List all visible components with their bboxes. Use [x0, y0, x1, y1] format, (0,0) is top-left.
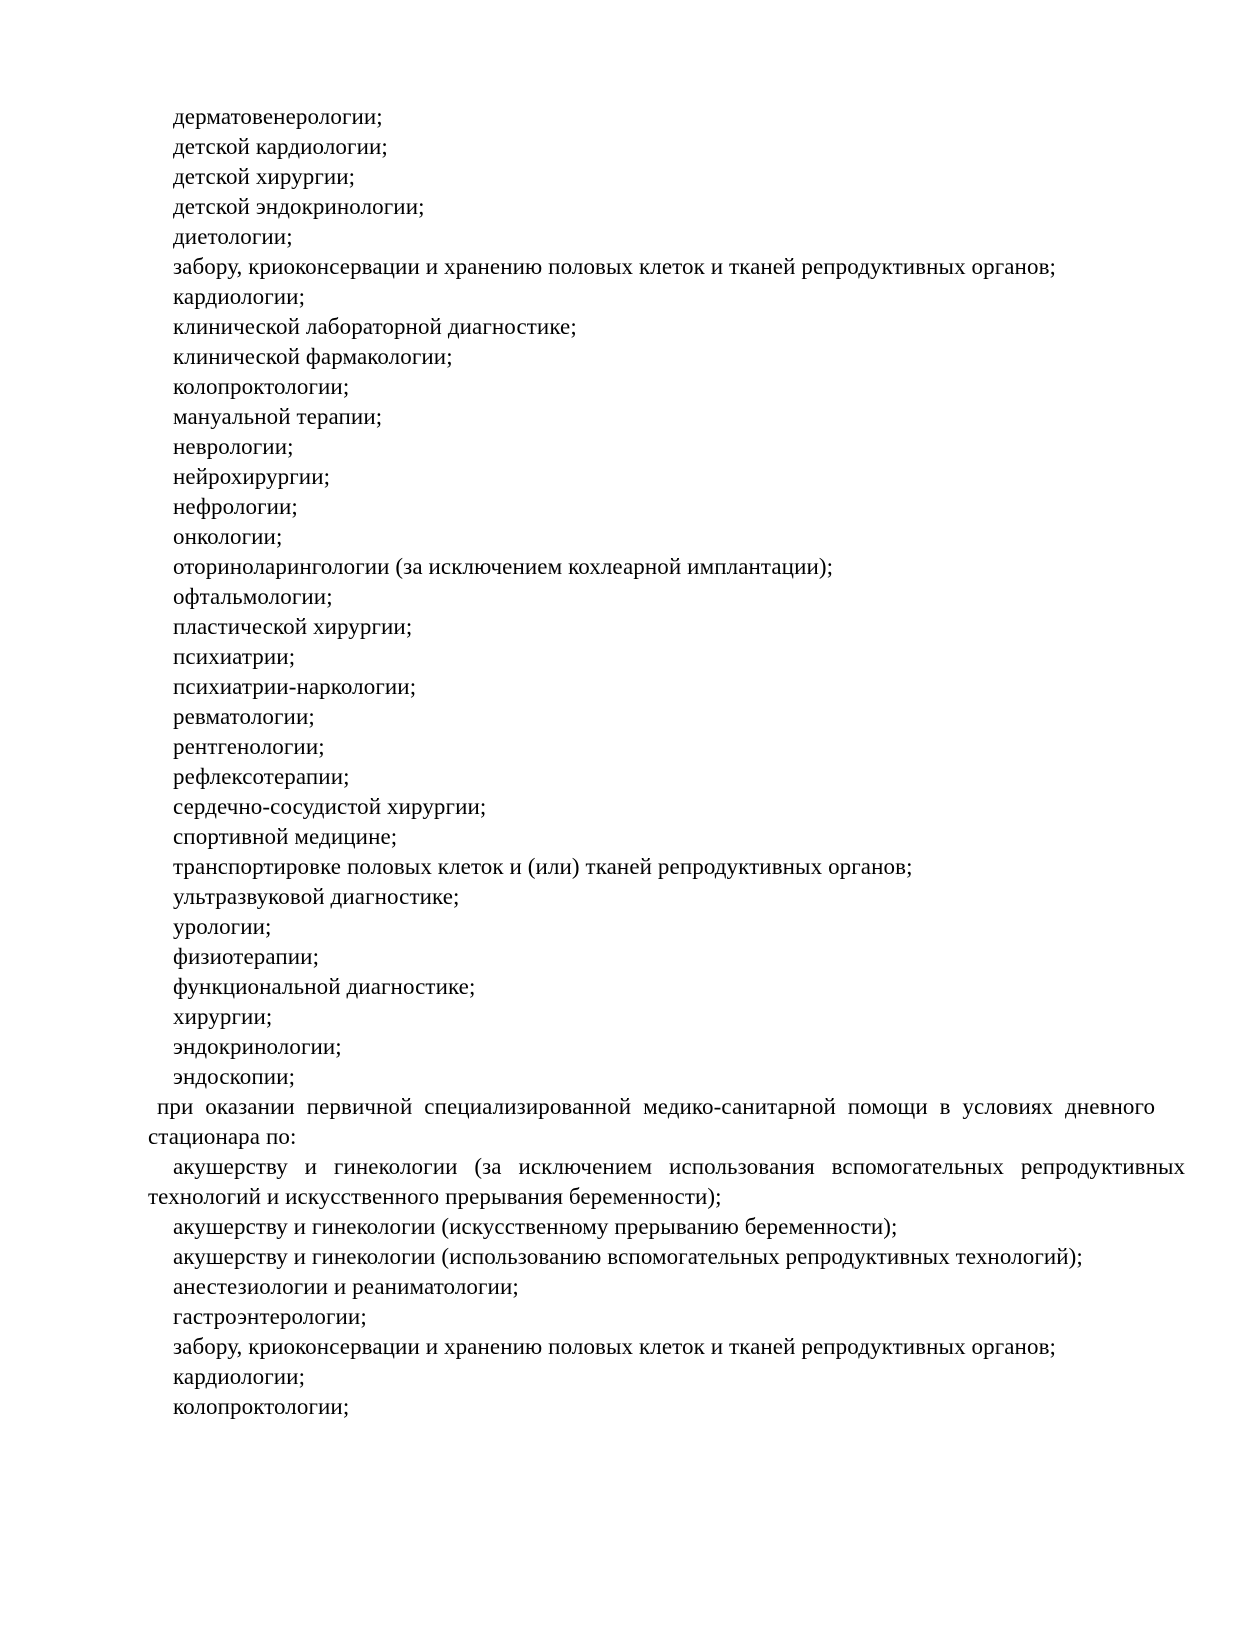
text-line: нейрохирургии;: [173, 464, 331, 489]
text-line: акушерству и гинекологии (за исключением использования вспомогательных репродуктивных: [173, 1154, 1186, 1179]
text-line: при оказании первичной специализированной медико-санитарной помощи в условиях дневного: [157, 1094, 1156, 1119]
text-line: технологий и искусственного прерывания беременности);: [148, 1184, 722, 1209]
text-line: рентгенологии;: [173, 734, 325, 759]
text-line: ревматологии;: [173, 704, 315, 729]
text-line: акушерству и гинекологии (искусственному прерыванию беременности);: [173, 1214, 898, 1239]
text-line: функциональной диагностике;: [173, 974, 476, 999]
text-line: детской кардиологии;: [173, 134, 388, 159]
text-line: забору, криоконсервации и хранению половых клеток и тканей репродуктивных органов;: [173, 254, 1057, 279]
text-line: психиатрии-наркологии;: [173, 674, 417, 699]
text-line: дерматовенерологии;: [173, 104, 383, 129]
text-line: клинической фармакологии;: [173, 344, 453, 369]
text-line: акушерству и гинекологии (использованию вспомогательных репродуктивных технологий);: [173, 1244, 1083, 1269]
text-line: урологии;: [173, 914, 272, 939]
text-line: колопроктологии;: [173, 1394, 350, 1419]
text-line: физиотерапии;: [173, 944, 320, 969]
text-line: клинической лабораторной диагностике;: [173, 314, 577, 339]
text-line: оториноларингологии (за исключением кохлеарной имплантации);: [173, 554, 834, 579]
text-line: ультразвуковой диагностике;: [173, 884, 460, 909]
text-line: гастроэнтерологии;: [173, 1304, 367, 1329]
text-line: неврологии;: [173, 434, 294, 459]
text-line: транспортировке половых клеток и (или) тканей репродуктивных органов;: [173, 854, 913, 879]
text-line: мануальной терапии;: [173, 404, 383, 429]
text-line: онкологии;: [173, 524, 283, 549]
text-line: диетологии;: [173, 224, 293, 249]
text-line: эндоскопии;: [173, 1064, 296, 1089]
text-line: спортивной медицине;: [173, 824, 398, 849]
text-line: детской эндокринологии;: [173, 194, 425, 219]
text-line: психиатрии;: [173, 644, 296, 669]
text-line: анестезиологии и реаниматологии;: [173, 1274, 519, 1299]
text-line: нефрологии;: [173, 494, 298, 519]
text-line: детской хирургии;: [173, 164, 356, 189]
text-line: хирургии;: [173, 1004, 273, 1029]
text-line: пластической хирургии;: [173, 614, 413, 639]
text-line: сердечно-сосудистой хирургии;: [173, 794, 487, 819]
text-line: эндокринологии;: [173, 1034, 342, 1059]
text-line: колопроктологии;: [173, 374, 350, 399]
text-line: рефлексотерапии;: [173, 764, 350, 789]
text-line: стационара по:: [148, 1124, 297, 1149]
document-text-block: [0, 102, 1240, 1422]
text-line: кардиологии;: [173, 284, 306, 309]
text-line: офтальмологии;: [173, 584, 333, 609]
text-line: кардиологии;: [173, 1364, 306, 1389]
text-line: забору, криоконсервации и хранению половых клеток и тканей репродуктивных органов;: [173, 1334, 1057, 1359]
